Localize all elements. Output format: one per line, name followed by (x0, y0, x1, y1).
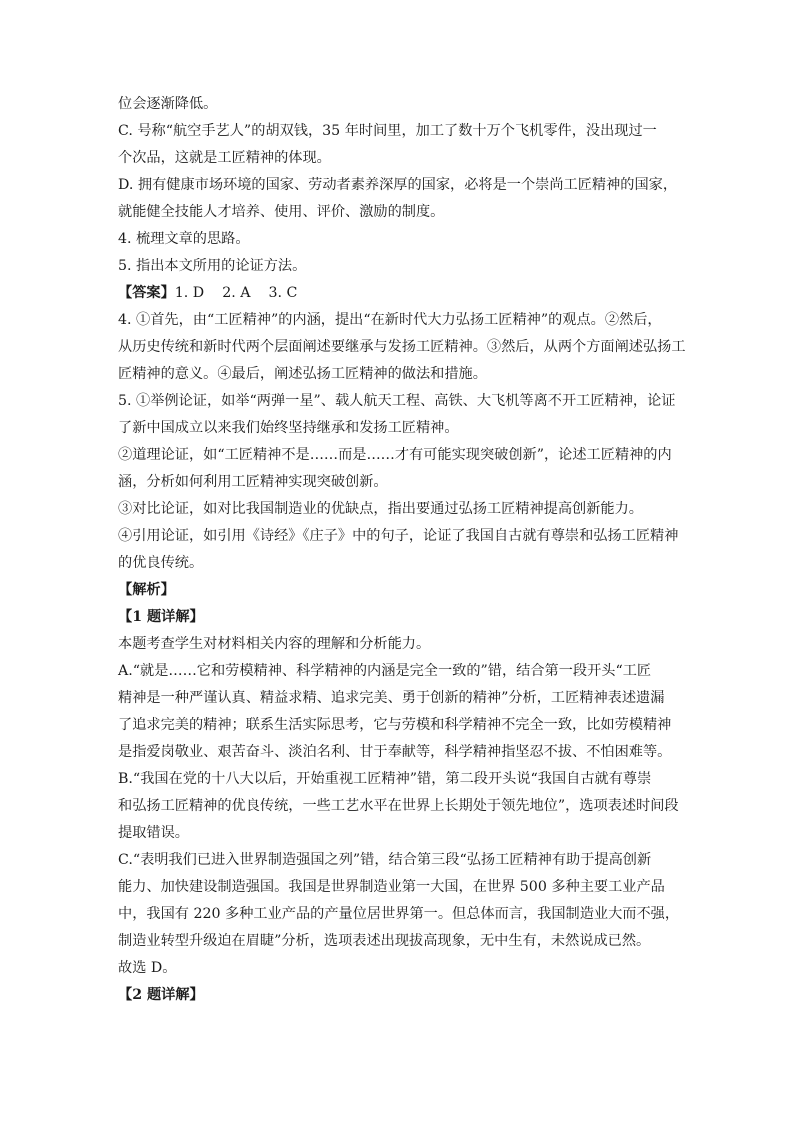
q2-tag: 【2 题详解】 (118, 987, 204, 1003)
text-line: 个次品，这就是工匠精神的体现。 (118, 150, 331, 166)
question-5: 5. 指出本文所用的论证方法。 (118, 258, 307, 274)
text-line: 就能健全技能人才培养、使用、评价、激励的制度。 (118, 204, 445, 220)
text-line: C.“表明我们已进入世界制造强国之列”错，结合第三段“弘扬工匠精神有助于提高创新 (118, 852, 652, 868)
text-line: 了追求完美的精神；联系生活实际思考，它与劳模和科学精神不完全一致，比如劳模精神 (118, 717, 672, 733)
text-line: 涵，分析如何利用工匠精神实现突破创新。 (118, 474, 388, 490)
text-line: D. 拥有健康市场环境的国家、劳动者素养深厚的国家，必将是一个崇尚工匠精神的国家， (118, 177, 678, 193)
text-line: 是指爱岗敬业、艰苦奋斗、淡泊名利、甘于奉献等，科学精神指坚忍不拔、不怕困难等。 (118, 744, 672, 760)
text-line: 从历史传统和新时代两个层面阐述要继承与发扬工匠精神。③然后，从两个方面阐述弘扬工 (118, 339, 686, 355)
text-line: 提取错误。 (118, 825, 189, 841)
text-line: 位会逐渐降低。 (118, 96, 218, 112)
text-line: 能力、加快建设制造强国。我国是世界制造业第一大国，在世界 500 多种主要工业产品 (118, 879, 665, 895)
text-line: ③对比论证，如对比我国制造业的优缺点，指出要通过弘扬工匠精神提高创新能力。 (118, 501, 643, 517)
q1-tag: 【1 题详解】 (118, 609, 204, 625)
q1-heading (118, 608, 204, 626)
text-line: ②道理论证，如“工匠精神不是……而是……才有可能实现突破创新”，论述工匠精神的内 (118, 447, 672, 463)
question-4: 4. 梳理文章的思路。 (118, 231, 250, 247)
text-line: 和弘扬工匠精神的优良传统，一些工艺水平在世界上长期处于领先地位”，选项表述时间段 (118, 798, 679, 814)
text-line: ④引用论证，如引用《诗经》《庄子》中的句子，论证了我国自古就有尊崇和弘扬工匠精神 (118, 528, 679, 544)
answer-line (118, 284, 297, 302)
text-line: 中，我国有 220 多种工业产品的产量位居世界第一。但总体而言，我国制造业大而不强， (118, 906, 680, 922)
analysis-tag: 【解析】 (118, 582, 175, 598)
text-line: 了新中国成立以来我们始终坚持继承和发扬工匠精神。 (118, 420, 459, 436)
text-line: A.“就是……它和劳模精神、科学精神的内涵是完全一致的”错，结合第一段开头“工匠 (118, 663, 652, 679)
text-line: C. 号称“航空手艺人”的胡双钱，35 年时间里，加工了数十万个飞机零件，没出现过一 (118, 123, 657, 139)
text-line: 本题考查学生对材料相关内容的理解和分析能力。 (118, 636, 431, 652)
text-line: 的优良传统。 (118, 555, 204, 571)
text-line: 匠精神的意义。④最后，阐述弘扬工匠精神的做法和措施。 (118, 366, 487, 382)
answer-item: 1. D (174, 285, 205, 301)
analysis-heading (118, 581, 175, 599)
text-line: 精神是一种严谨认真、精益求精、追求完美、勇于创新的精神”分析，工匠精神表述遗漏 (118, 690, 665, 706)
answer-item: 2. A (222, 285, 251, 301)
answer-item: 3. C (268, 285, 298, 301)
answer-tag: 【答案】 (118, 285, 175, 301)
q2-heading (118, 986, 204, 1004)
text-line: 4. ①首先，由“工匠精神”的内涵，提出“在新时代大力弘扬工匠精神”的观点。②然后， (118, 312, 662, 328)
text-line: B.“我国在党的十八大以后，开始重视工匠精神”错，第二段开头说“我国自古就有尊崇 (118, 771, 652, 787)
text-line: 故选 D。 (118, 960, 177, 976)
text-line: 制造业转型升级迫在眉睫”分析，选项表述出现拔高现象，无中生有，未然说成已然。 (118, 933, 651, 949)
text-line: 5. ①举例论证，如举“两弹一星”、载人航天工程、高铁、大飞机等离不开工匠精神，论证 (118, 393, 676, 409)
